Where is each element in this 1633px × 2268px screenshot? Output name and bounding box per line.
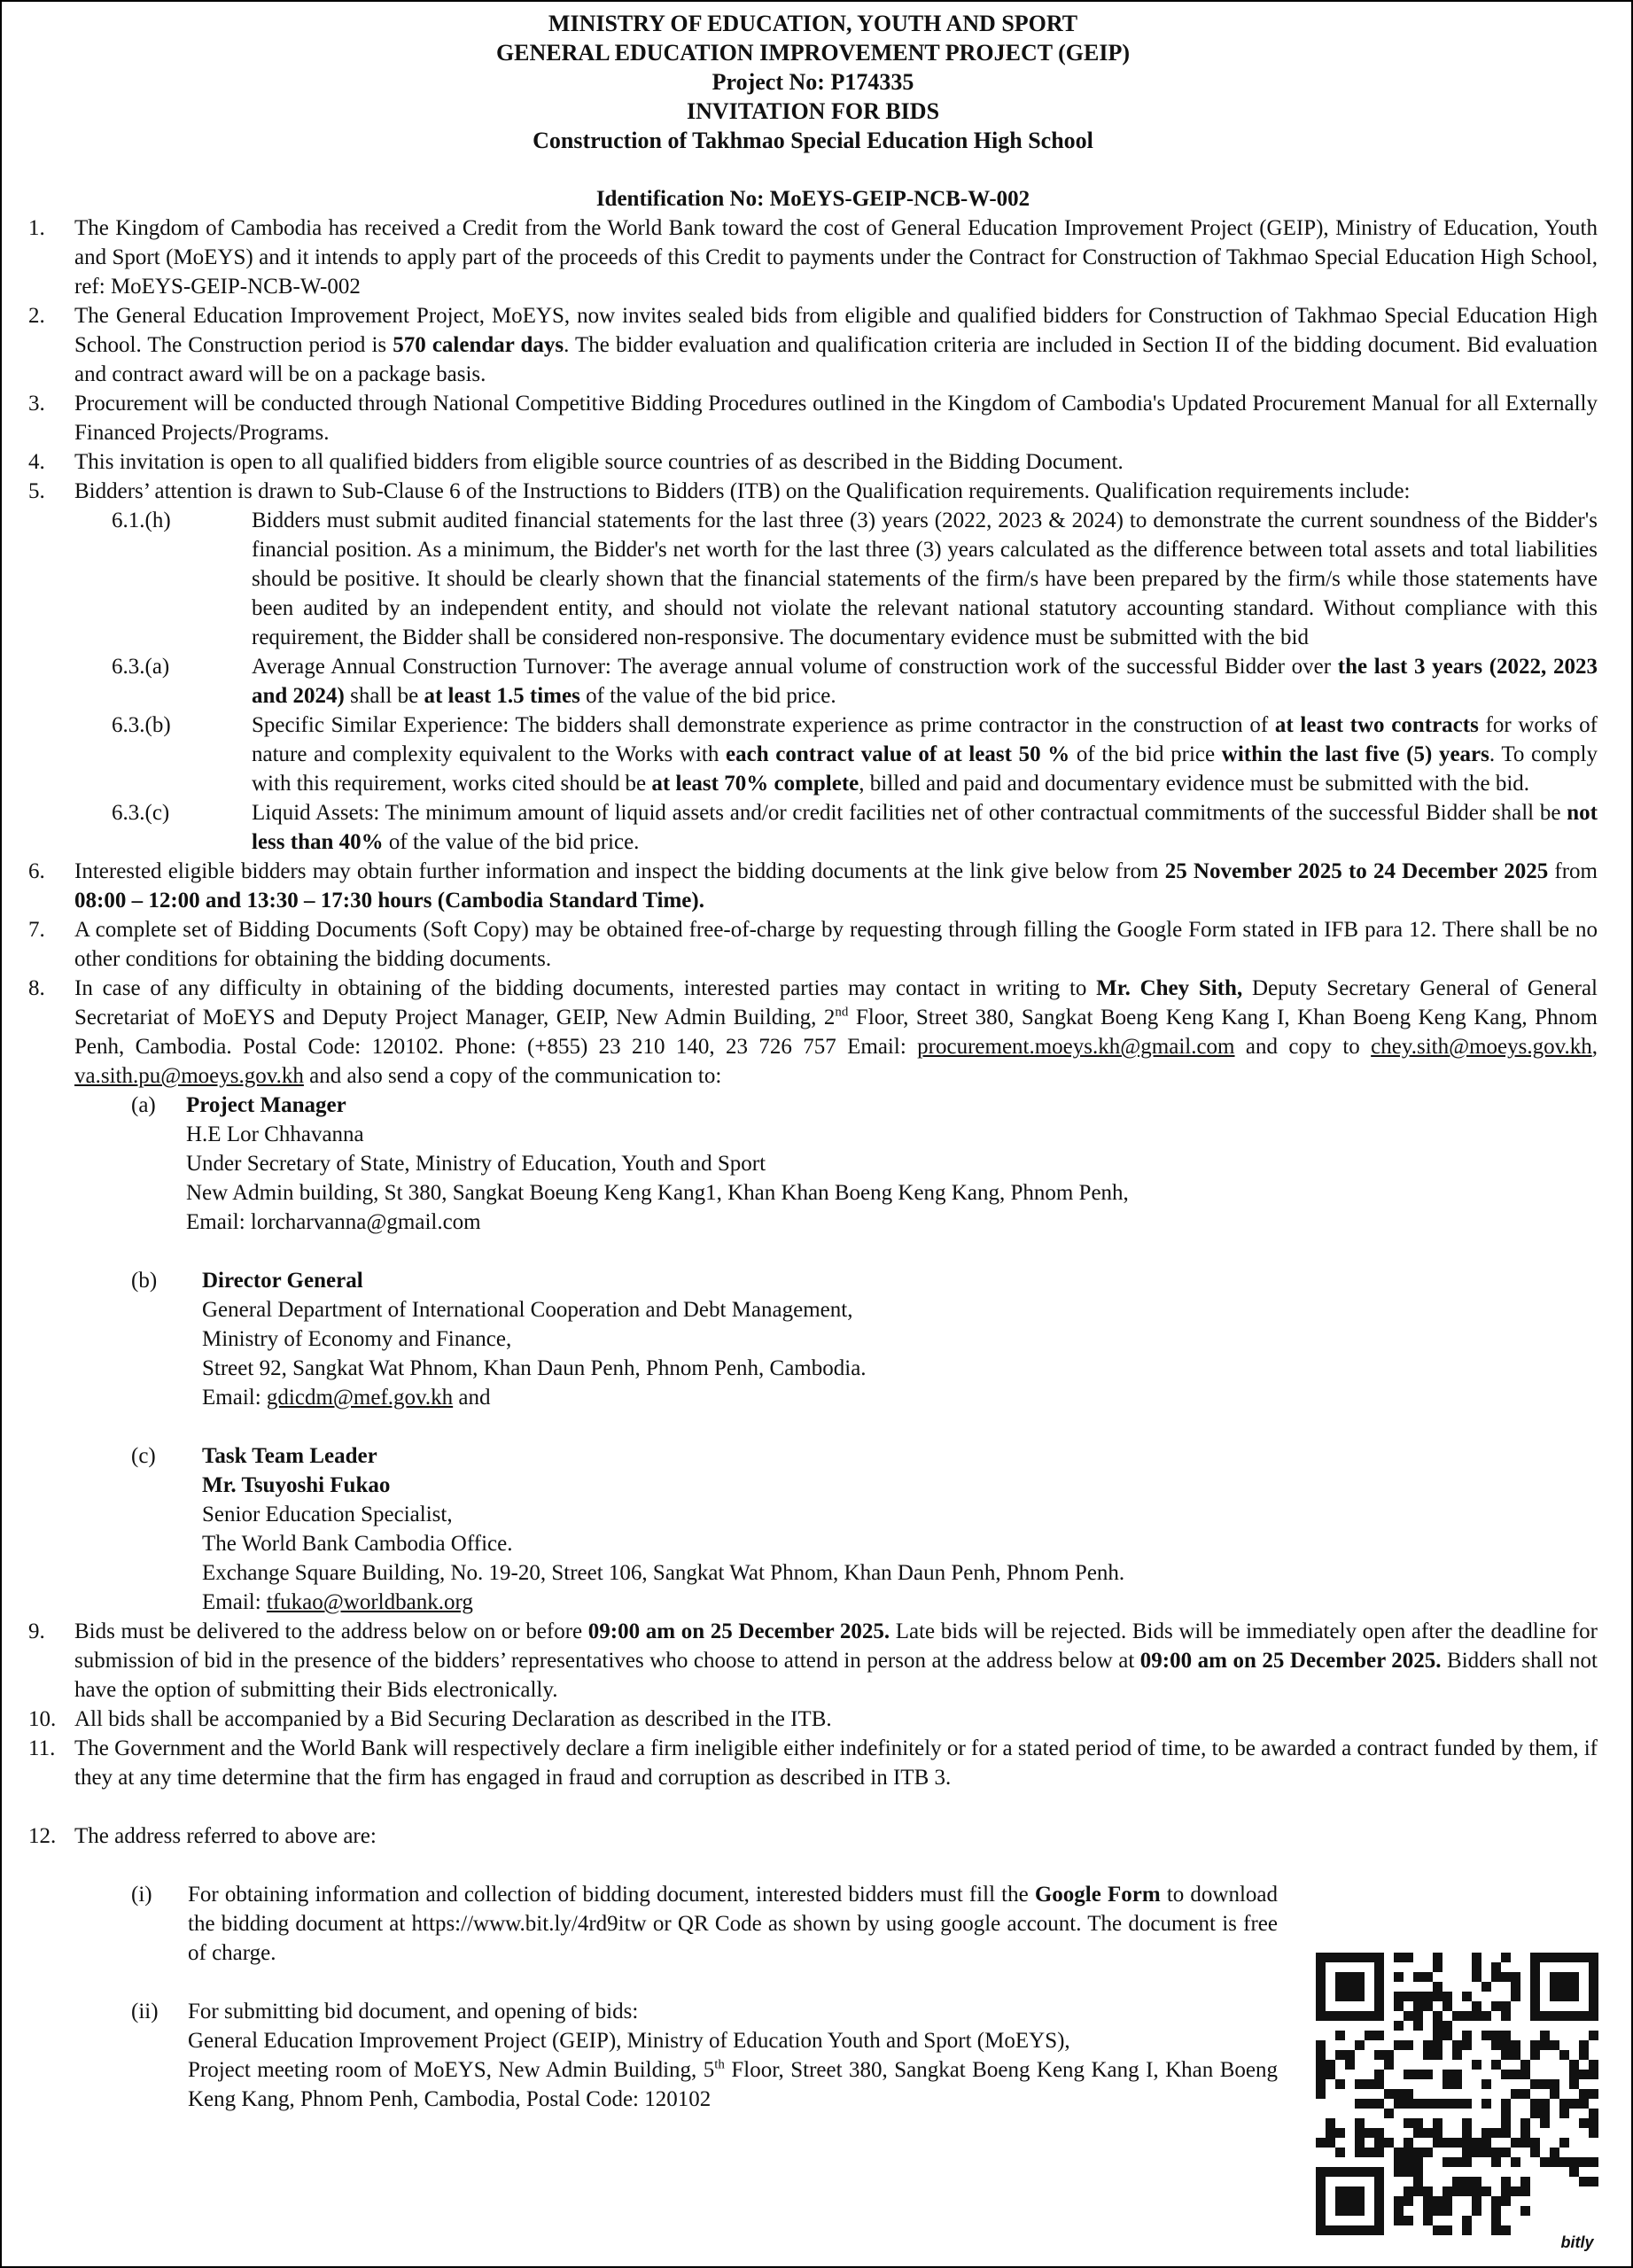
paragraph-text: The Government and the World Bank will respectively declare a firm ineligible either indefinitely or for a stated period of time, to be awarded a contract funded by them, if they at any time determine that the firm has engaged in fraud and corruption as described in ITB 3. — [74, 1736, 1598, 1790]
contact-body — [186, 1091, 1598, 1237]
paragraph-number: 12. — [28, 1824, 57, 1848]
text-span: In case of any difficulty in obtaining of the bidding documents, interested parties may contact in writing to — [74, 976, 1097, 1000]
text-span: and — [453, 1386, 491, 1410]
project-title: GENERAL EDUCATION IMPROVEMENT PROJECT (GEIP) — [495, 40, 1131, 66]
paragraph-text: A complete set of Bidding Documents (Soft Copy) may be obtained free-of-charge by requesting through filling the Google Form stated in IFB para 12. There shall be no other conditions for obtaining the bidding documents. — [74, 918, 1598, 971]
identification-number: Identification No: MoEYS-GEIP-NCB-W-002 — [595, 187, 1030, 211]
spacer — [28, 1792, 1598, 1821]
contact-line — [202, 1588, 1598, 1617]
bold-span: at least two contracts — [1274, 713, 1479, 737]
text-span: Floor, Street 380, Sangkat Boeng Keng Kang I, Khan Boeng Keng Kang, Phnom Penh, Cambodia. Postal Code: 120102. Phone: (+855) 23 210 140, 23 726 757 Email: — [74, 1006, 1598, 1059]
paragraph-number: 6. — [28, 859, 45, 883]
paragraph-12 — [28, 1821, 1598, 1851]
bold-span: at least 70% complete — [651, 772, 859, 796]
contact-title: Project Manager — [186, 1093, 346, 1117]
address-body — [188, 1880, 1278, 1968]
construction-title: Construction of Takhmao Special Education High School — [533, 128, 1093, 153]
text-span: , billed and paid and documentary evidence must be submitted with the bid. — [859, 772, 1530, 796]
requirement-text: Bidders must submit audited financial statements for the last three (3) years (2022, 2023 & 2024) to demonstrate the current soundness of the Bidder's financial position. As a minimum, the Bidder's net worth for the last three (3) years calculated as the difference between total assets and total liabilities should be positive. It should be clearly shown that the financial statements of the firm/s have been prepared by the firm/s while those statements have been audited by an independent entity, and should not violate the relevant national statutory accounting standard. Without compliance with this requirement, the Bidder shall be considered non-responsive. The documentary evidence must be submitted with the bid — [252, 509, 1598, 649]
paragraph-9 — [28, 1617, 1598, 1705]
bold-span: the last 3 years (2022, 2023 and 2024) — [252, 655, 1598, 708]
contact-line: General Department of International Cooperation and Debt Management, — [202, 1298, 853, 1322]
requirement-6-3-c — [28, 798, 1598, 857]
paragraph-5 — [28, 477, 1598, 506]
va-sith-email-link[interactable]: va.sith.pu@moeys.gov.kh — [74, 1064, 304, 1088]
paragraph-3 — [28, 389, 1598, 447]
text-span: Interested eligible bidders may obtain further information and inspect the bidding documents at the link give below from — [74, 859, 1165, 883]
text-span: from — [1548, 859, 1598, 883]
bitly-brand-label: bitly — [1560, 2233, 1594, 2251]
contact-line: Street 92, Sangkat Wat Phnom, Khan Daun Penh, Phnom Penh, Cambodia. — [202, 1356, 867, 1380]
spacer — [28, 1851, 1598, 1880]
text-span: Email: — [202, 1590, 267, 1614]
qr-code-image — [1311, 1948, 1602, 2256]
contact-line: New Admin building, St 380, Sangkat Boeung Keng Kang1, Khan Khan Boeng Keng Kang, Phnom Penh, — [186, 1181, 1129, 1205]
address-line — [188, 2055, 1278, 2114]
paragraph-text: Bidders’ attention is drawn to Sub-Clause 6 of the Instructions to Bidders (ITB) on the Qualification requirements. Qualification requirements include: — [74, 479, 1411, 503]
bold-span: at least 1.5 times — [424, 684, 580, 708]
requirement-text — [252, 652, 1598, 711]
address-line: General Education Improvement Project (GEIP), Ministry of Education Youth and Sport (MoEYS), — [188, 2029, 1070, 2053]
text-span: . To comply with this requirement, works cited should be — [252, 742, 1598, 796]
qr-code[interactable] — [1311, 1948, 1602, 2256]
document-header — [28, 9, 1598, 155]
text-span: shall be — [344, 684, 424, 708]
paragraph-number: 5. — [28, 479, 45, 503]
contact-line: Exchange Square Building, No. 19-20, Street 106, Sangkat Wat Phnom, Khan Daun Penh, Phnom Penh. — [202, 1561, 1125, 1585]
paragraph-text: The address referred to above are: — [74, 1824, 377, 1848]
bold-span: 25 November 2025 to 24 December 2025 — [1164, 859, 1549, 883]
requirement-code: 6.3.(a) — [112, 655, 170, 679]
requirement-code: 6.3.(b) — [112, 713, 171, 737]
contact-body — [202, 1441, 1598, 1617]
bold-span: 09:00 am on 25 December 2025. — [587, 1619, 890, 1643]
address-body — [188, 1997, 1278, 2114]
address-line: For submitting bid document, and opening of bids: — [188, 2000, 639, 2023]
paragraph-text — [74, 857, 1598, 915]
text-span: Email: — [202, 1386, 267, 1410]
text-span: of the value of the bid price. — [383, 830, 640, 854]
text-span: For obtaining information and collection of bidding document, interested bidders must fill the — [188, 1883, 1035, 1907]
paragraph-text: The Kingdom of Cambodia has received a Credit from the World Bank toward the cost of General Education Improvement Project (GEIP), Ministry of Education, Youth and Sport (MoEYS) and it intends to apply part of the proceeds of this Credit to payments under the Contract for Construction of Takhmao Special Education High School, ref: MoEYS-GEIP-NCB-W-002 — [74, 216, 1598, 299]
text-span: Average Annual Construction Turnover: The average annual volume of construction work of the successful Bidder over — [252, 655, 1338, 679]
contact-label: (c) — [131, 1444, 156, 1468]
text-span: Project meeting room of MoEYS, New Admin Building, 5 — [188, 2058, 715, 2082]
contact-body — [202, 1266, 1598, 1412]
paragraph-text: This invitation is open to all qualified bidders from eligible source countries of as described in the Bidding Document. — [74, 450, 1124, 474]
text-span: Floor, Street 380, Sangkat Boeng Keng Kang I, Khan Boeng Keng Kang, Phnom Penh, Cambodia, Postal Code: 120102 — [188, 2058, 1278, 2111]
contact-name: Mr. Tsuyoshi Fukao — [202, 1473, 391, 1497]
paragraph-10 — [28, 1705, 1598, 1734]
requirement-6-1-h — [28, 506, 1598, 652]
bold-span: 08:00 – 12:00 and 13:30 – 17:30 hours (Cambodia Standard Time). — [74, 889, 704, 913]
contact-line: Email: lorcharvanna@gmail.com — [186, 1210, 481, 1234]
address-label: (i) — [131, 1883, 152, 1907]
text-span: . The bidder evaluation and qualification criteria are included in Section II of the bidding document. Bid evaluation and contract award will be on a package basis. — [74, 333, 1598, 386]
text-span: for works of nature and complexity equivalent to the Works with — [252, 713, 1598, 766]
paragraph-text — [74, 301, 1598, 389]
contact-line: Senior Education Specialist, — [202, 1503, 453, 1526]
requirement-code: 6.3.(c) — [112, 801, 170, 825]
paragraph-4 — [28, 447, 1598, 477]
text-span: to download the bidding document at https://www.bit.ly/4rd9itw or QR Code as shown by using google account. The document is free of charge. — [188, 1883, 1278, 1965]
text-span: of the value of the bid price. — [579, 684, 836, 708]
requirement-text — [252, 798, 1598, 857]
paragraph-text — [74, 974, 1598, 1091]
text-span: Late bids will be rejected. Bids will be immediately open after the deadline for submission of bid in the presence of the bidders’ representatives who choose to attend in person at the address below at — [74, 1619, 1598, 1673]
bold-span: 09:00 am on 25 December 2025. — [1139, 1649, 1442, 1673]
contact-a — [28, 1091, 1598, 1237]
contact-b — [28, 1266, 1598, 1412]
bold-span: within the last five (5) years — [1221, 742, 1489, 766]
contact-line: Ministry of Economy and Finance, — [202, 1327, 512, 1351]
text-span: The General Education Improvement Project, MoEYS, now invites sealed bids from eligible and qualified bidders for Construction of Takhmao Special Education High School. The Construction period is — [74, 304, 1598, 357]
project-number: Project No: P174335 — [712, 69, 914, 95]
contact-line — [202, 1383, 1598, 1412]
text-span: of the bid price — [1069, 742, 1222, 766]
ministry-title: MINISTRY OF EDUCATION, YOUTH AND SPORT — [548, 11, 1078, 36]
requirement-6-3-a — [28, 652, 1598, 711]
procurement-email-link[interactable]: procurement.moeys.kh@gmail.com — [917, 1035, 1235, 1059]
bold-span: each contract value of at least 50 % — [726, 742, 1070, 766]
contact-line: The World Bank Cambodia Office. — [202, 1532, 513, 1556]
paragraph-1 — [28, 214, 1598, 301]
requirement-text — [252, 711, 1598, 798]
spacer — [28, 1237, 1598, 1266]
contact-name: Mr. Chey Sith, — [1096, 976, 1243, 1000]
contact-label: (a) — [131, 1093, 156, 1117]
paragraph-number: 4. — [28, 450, 45, 474]
bold-span: not less than 40% — [252, 801, 1598, 854]
paragraph-number: 2. — [28, 304, 45, 328]
paragraph-number: 10. — [28, 1707, 57, 1731]
contact-title: Task Team Leader — [202, 1444, 377, 1468]
contact-line: Under Secretary of State, Ministry of Education, Youth and Sport — [186, 1152, 766, 1176]
paragraph-number: 9. — [28, 1619, 45, 1643]
paragraph-text: All bids shall be accompanied by a Bid Securing Declaration as described in the ITB. — [74, 1707, 832, 1731]
gdicdm-email-link[interactable]: gdicdm@mef.gov.kh — [266, 1386, 454, 1410]
text-span: Specific Similar Experience: The bidders shall demonstrate experience as prime contractor in the construction of — [252, 713, 1275, 737]
text-span: , — [1591, 1035, 1598, 1059]
paragraph-number: 11. — [28, 1736, 56, 1760]
paragraph-text: Procurement will be conducted through National Competitive Bidding Procedures outlined in the Kingdom of Cambodia's Updated Procurement Manual for all Externally Financed Projects/Programs. — [74, 392, 1598, 445]
paragraph-number: 3. — [28, 392, 45, 416]
text-span: Bids must be delivered to the address below on or before — [74, 1619, 588, 1643]
contact-title: Director General — [202, 1269, 363, 1293]
paragraph-7 — [28, 915, 1598, 974]
contact-label: (b) — [131, 1269, 158, 1293]
paragraph-11 — [28, 1734, 1598, 1792]
text-span: Bidders shall not have the option of submitting their Bids electronically. — [74, 1649, 1598, 1702]
tfukao-email-link[interactable]: tfukao@worldbank.org — [266, 1590, 473, 1614]
superscript: nd — [835, 1005, 849, 1020]
requirement-6-3-b — [28, 711, 1598, 798]
paragraph-2 — [28, 301, 1598, 389]
superscript: th — [714, 2057, 725, 2072]
paragraph-number: 7. — [28, 918, 45, 942]
text-span: Liquid Assets: The minimum amount of liquid assets and/or credit facilities net of other contractual commitments of the successful Bidder shall be — [252, 801, 1567, 825]
requirement-code: 6.1.(h) — [112, 509, 171, 532]
text-span: Deputy Secretary General of General Secretariat of MoEYS and Deputy Project Manager, GEIP, New Admin Building, 2 — [74, 976, 1598, 1029]
invitation-title: INVITATION FOR BIDS — [686, 98, 940, 124]
text-span: and also send a copy of the communication to: — [303, 1064, 722, 1088]
paragraph-8 — [28, 974, 1598, 1091]
google-form-label: Google Form — [1034, 1883, 1161, 1907]
paragraph-number: 1. — [28, 216, 45, 240]
address-label: (ii) — [131, 2000, 159, 2023]
spacer — [28, 1412, 1598, 1441]
chey-sith-email-link[interactable]: chey.sith@moeys.gov.kh — [1371, 1035, 1592, 1059]
paragraph-6 — [28, 857, 1598, 915]
paragraph-number: 8. — [28, 976, 45, 1000]
contact-line: H.E Lor Chhavanna — [186, 1122, 364, 1146]
text-span: and copy to — [1234, 1035, 1372, 1059]
construction-period: 570 calendar days — [393, 333, 564, 357]
paragraph-text — [74, 1617, 1598, 1705]
contact-c — [28, 1441, 1598, 1617]
